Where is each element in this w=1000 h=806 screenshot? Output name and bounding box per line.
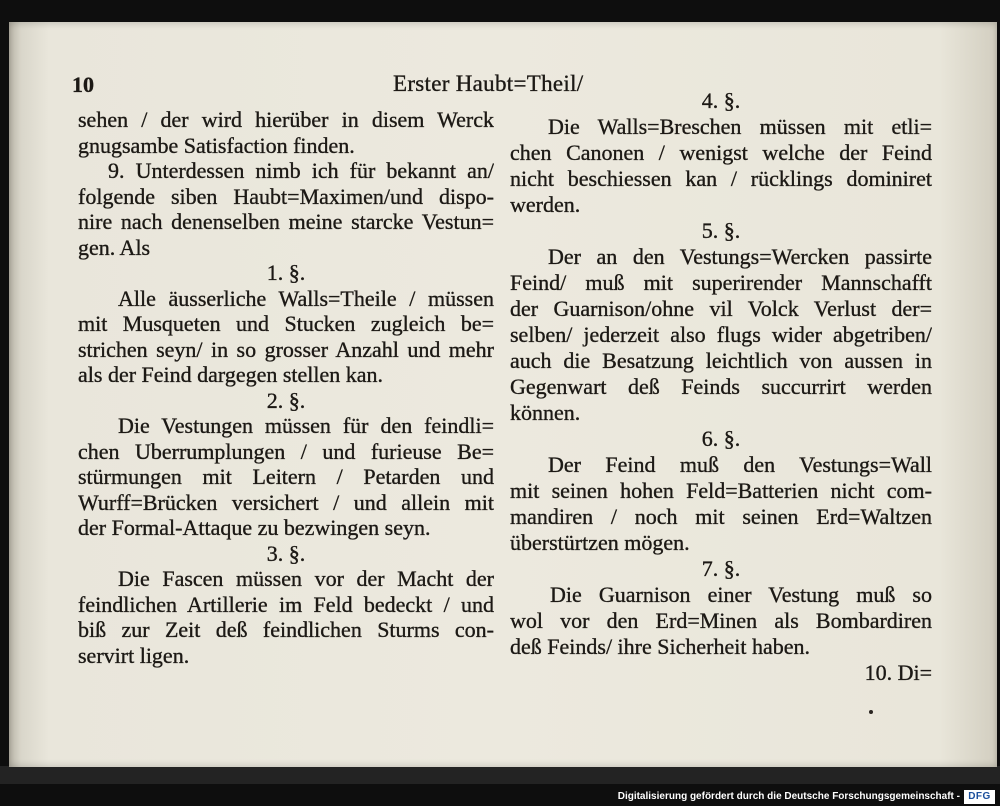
text-line: chen Uberrumplungen / und furieuse Be= xyxy=(78,438,494,464)
text-line: der Formal-Attaque zu bezwingen seyn. xyxy=(78,515,431,540)
page-number: 10 xyxy=(72,72,94,97)
text-line: strichen seyn/ in so grosser Anzahl und mehr xyxy=(78,336,494,362)
ink-speck xyxy=(869,710,873,714)
text-line: gnugsambe Satisfaction finden. xyxy=(78,132,355,158)
running-title: Erster Haubt=Theil/ xyxy=(393,71,584,96)
text-line: mandiren / noch mit seinen Erd=Waltzen xyxy=(510,504,932,529)
text-line: der Guarnison/ohne vil Volck Verlust der= xyxy=(510,296,932,321)
text-line: mit seinen hohen Feld=Batterien nicht com- xyxy=(510,478,932,503)
text-line: servirt ligen. xyxy=(78,642,190,668)
text-line: biß zur Zeit deß feindlichen Sturms con- xyxy=(78,617,494,642)
text-line: nicht beschiessen kan / rücklings dominiret xyxy=(510,166,932,191)
text-line: chen Canonen / wenigst welche der Feind xyxy=(510,140,932,165)
section-heading: 7. §. xyxy=(701,556,741,581)
text-line: sehen / der wird hierüber in disem Werck xyxy=(78,107,494,132)
left-column xyxy=(78,107,494,668)
text-line: auch die Besatzung leichtlich von aussen in xyxy=(510,348,932,373)
text-line: Wurff=Brücken versichert / und allein mit xyxy=(78,489,494,515)
paragraph-start-line: Der an den Vestungs=Wercken passirte xyxy=(548,244,932,269)
section-heading: 3. §. xyxy=(266,540,306,566)
text-line: stürmungen mit Leitern / Petarden und xyxy=(78,464,494,489)
section-heading: 4. §. xyxy=(701,88,741,113)
right-column xyxy=(510,88,932,686)
text-line: überstürtzen mögen. xyxy=(510,530,690,555)
text-line: mit Musqueten und Stucken zugleich be= xyxy=(78,311,494,336)
book-page xyxy=(9,22,997,767)
section-heading: 2. §. xyxy=(266,387,306,413)
paragraph-start-line: Der Feind muß den Vestungs=Wall xyxy=(548,452,932,477)
text-line: können. xyxy=(510,400,581,425)
text-line: deß Feinds/ ihre Sicherheit haben. xyxy=(510,634,810,659)
paragraph-start-line: Die Fascen müssen vor der Macht der xyxy=(118,566,494,591)
text-line: wol vor den Erd=Minen als Bombardiren xyxy=(510,608,932,633)
paragraph-start-line: Alle äusserliche Walls=Theile / müssen xyxy=(118,285,494,311)
text-line: werden. xyxy=(510,192,581,217)
section-heading: 6. §. xyxy=(701,426,741,451)
catchword: 10. Di= xyxy=(864,660,932,685)
text-line: folgende siben Haubt=Maximen/und dispo- xyxy=(78,183,494,209)
text-line: nire nach denenselben meine starcke Vestun= xyxy=(78,209,494,234)
paragraph-start-line: Die Walls=Breschen müssen mit etli= xyxy=(548,114,932,139)
text-line: gen. Als xyxy=(78,234,151,260)
text-line: als der Feind dargegen stellen kan. xyxy=(78,362,384,387)
funding-credit: Digitalisierung gefördert durch die Deutsche Forschungsgemeinschaft - xyxy=(617,791,960,802)
paragraph-start-line: Die Guarnison einer Vestung muß so xyxy=(550,582,932,607)
scan-border xyxy=(0,766,1000,784)
text-line: selben/ jederzeit also flugs wider abgetriben/ xyxy=(510,322,932,347)
section-heading: 1. §. xyxy=(266,260,306,285)
dfg-logo: DFG xyxy=(964,790,995,804)
paragraph-start-line: Die Vestungen müssen für den feindli= xyxy=(118,413,494,438)
text-line: Gegenwart deß Feinds succurrirt werden xyxy=(510,374,932,399)
paragraph-start-line: 9. Unterdessen nimb ich für bekannt an/ xyxy=(108,158,494,183)
text-line: Feind/ muß mit superirender Mannschafft xyxy=(510,270,932,295)
text-line: feindlichen Artillerie im Feld bedeckt / und xyxy=(78,591,494,617)
section-heading: 5. §. xyxy=(701,218,741,243)
